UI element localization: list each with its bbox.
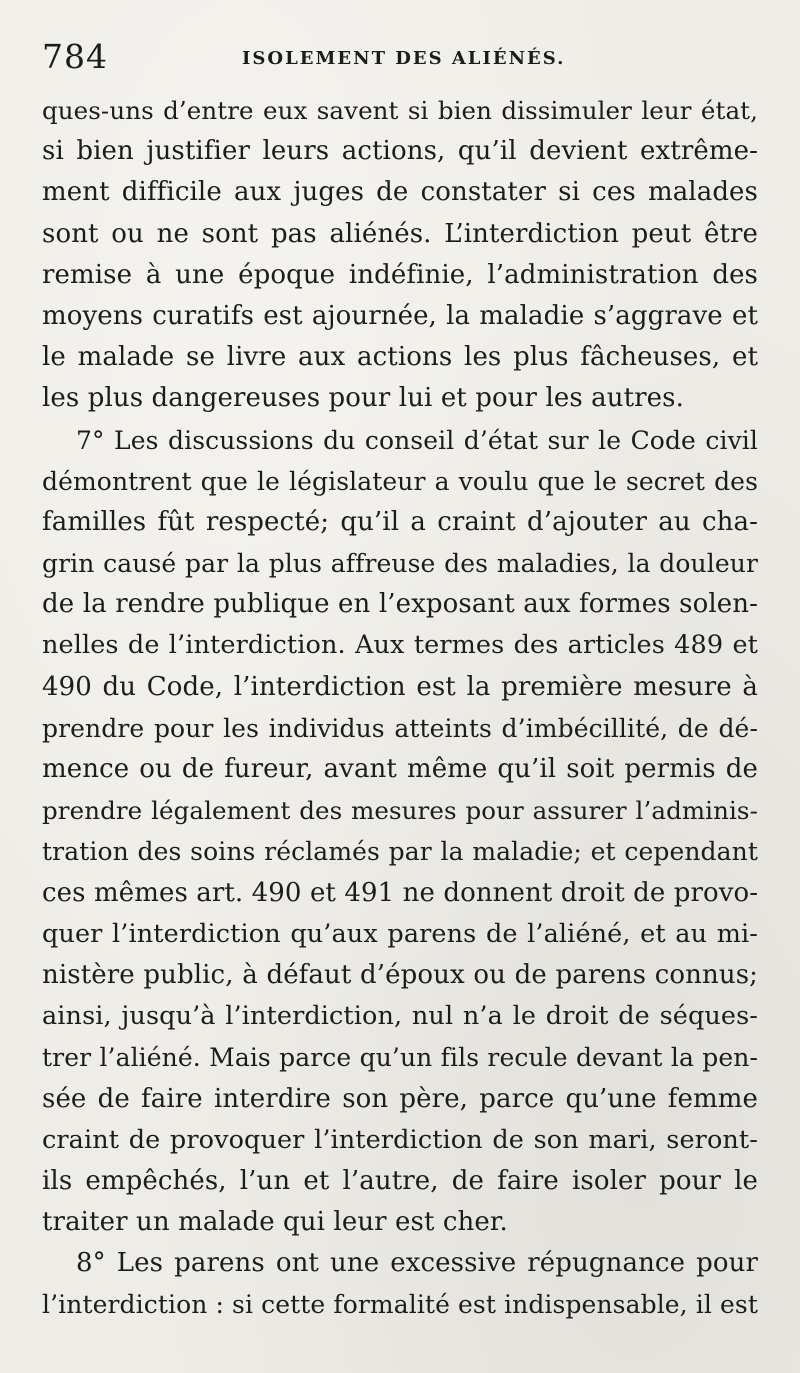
text-line: ment difficile aux juges de constater si ces malades bbox=[42, 177, 758, 208]
text-line: ils empêchés, l’un et l’autre, de faire isoler pour le bbox=[42, 1165, 758, 1196]
text-line: mence ou de fureur, avant même qu’il soit permis de bbox=[42, 754, 758, 784]
text-line: nelles de l’interdiction. Aux termes des articles 489 et bbox=[42, 630, 758, 661]
text-line: ainsi, jusqu’à l’interdiction, nul n’a le droit de séques- bbox=[42, 1001, 758, 1032]
text-line: familles fût respecté; qu’il a craint d’ajouter au cha- bbox=[42, 506, 758, 537]
text-line: prendre légalement des mesures pour assurer l’adminis- bbox=[42, 796, 758, 826]
text-line: traiter un malade qui leur est cher. bbox=[42, 1207, 508, 1238]
text-line: remise à une époque indéfinie, l’administration des bbox=[42, 259, 758, 290]
text-line: quer l’interdiction qu’aux parens de l’aliéné, et au mi- bbox=[42, 918, 758, 949]
paragraph-start-line: 7° Les discussions du conseil d’état sur le Code civil bbox=[76, 425, 758, 455]
text-line: ces mêmes art. 490 et 491 ne donnent droit de provo- bbox=[42, 877, 759, 908]
text-line: craint de provoquer l’interdiction de son mari, seront- bbox=[42, 1124, 758, 1155]
page-header bbox=[42, 32, 758, 82]
text-line: moyens curatifs est ajournée, la maladie s’aggrave et bbox=[42, 300, 758, 331]
text-line: 490 du Code, l’interdiction est la première mesure à bbox=[42, 671, 758, 702]
text-line: si bien justifier leurs actions, qu’il devient extrême- bbox=[42, 136, 758, 167]
text-line: nistère public, à défaut d’époux ou de parens connus; bbox=[42, 959, 758, 990]
text-line: prendre pour les individus atteints d’imbécillité, de dé- bbox=[42, 713, 758, 743]
page-number: 784 bbox=[42, 37, 108, 76]
running-head: ISOLEMENT DES ALIÉNÉS. bbox=[242, 48, 566, 69]
text-line: les plus dangereuses pour lui et pour les autres. bbox=[42, 383, 684, 414]
text-line: sée de faire interdire son père, parce qu’une femme bbox=[42, 1083, 758, 1114]
text-line: le malade se livre aux actions les plus fâcheuses, et bbox=[42, 342, 758, 373]
text-line: ques-uns d’entre eux savent si bien dissimuler leur état, bbox=[42, 96, 758, 125]
body-text bbox=[42, 90, 758, 1326]
text-line: l’interdiction : si cette formalité est indispensable, il est bbox=[42, 1290, 758, 1320]
text-line: sont ou ne sont pas aliénés. L’interdiction peut être bbox=[42, 218, 758, 249]
text-line: démontrent que le législateur a voulu que le secret des bbox=[42, 466, 758, 496]
text-line: de la rendre publique en l’exposant aux formes solen- bbox=[42, 589, 758, 620]
paragraph-start-line: 8° Les parens ont une excessive répugnance pour bbox=[76, 1248, 758, 1279]
text-line: trer l’aliéné. Mais parce qu’un fils recule devant la pen- bbox=[42, 1043, 758, 1073]
text-line: grin causé par la plus affreuse des maladies, la douleur bbox=[42, 549, 758, 579]
text-line: tration des soins réclamés par la maladie; et cependant bbox=[42, 837, 758, 867]
